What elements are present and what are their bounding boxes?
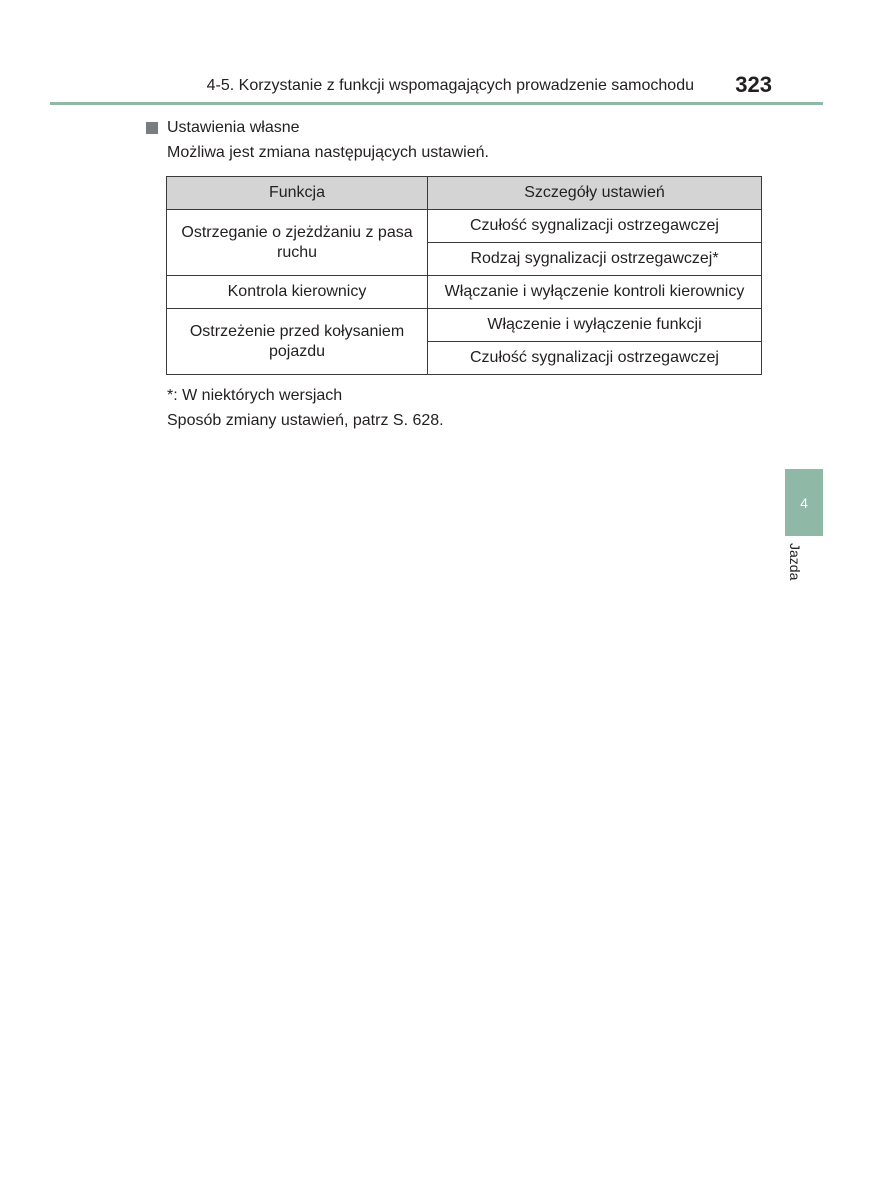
- detail-cell: Czułość sygnalizacji ostrzegawczej: [428, 210, 762, 243]
- intro-text: Możliwa jest zmiana następujących ustawień.: [167, 144, 489, 161]
- chapter-tab: [785, 469, 823, 536]
- page-number: 323: [735, 72, 772, 97]
- chapter-title: 4-5. Korzystanie z funkcji wspomagających prowadzenie samochodu: [206, 77, 694, 94]
- section-heading: [146, 119, 300, 137]
- table-row: [167, 276, 762, 309]
- chapter-tab-number: 4: [800, 494, 808, 511]
- table-header-row: [167, 177, 762, 210]
- settings-table: [166, 176, 762, 375]
- column-header-details: Szczegóły ustawień: [428, 177, 762, 210]
- table-row: [167, 210, 762, 243]
- detail-cell: Włączanie i wyłączenie kontroli kierownicy: [428, 276, 762, 309]
- detail-cell: Czułość sygnalizacji ostrzegawczej: [428, 342, 762, 375]
- detail-cell: Włączenie i wyłączenie funkcji: [428, 309, 762, 342]
- detail-cell: Rodzaj sygnalizacji ostrzegawczej*: [428, 243, 762, 276]
- footnote: *: W niektórych wersjach: [167, 387, 343, 404]
- function-cell: Ostrzeżenie przed kołysaniem pojazdu: [167, 309, 428, 375]
- function-cell: Kontrola kierownicy: [167, 276, 428, 309]
- column-header-function: Funkcja: [167, 177, 428, 210]
- chapter-tab-label: Jazda: [787, 543, 803, 581]
- section-heading-text: Ustawienia własne: [167, 119, 300, 136]
- table-row: [167, 309, 762, 342]
- header-divider: [50, 102, 823, 105]
- page-reference: Sposób zmiany ustawień, patrz S. 628.: [167, 412, 444, 429]
- square-bullet-icon: [146, 122, 158, 134]
- function-cell: Ostrzeganie o zjeżdżaniu z pasa ruchu: [167, 210, 428, 276]
